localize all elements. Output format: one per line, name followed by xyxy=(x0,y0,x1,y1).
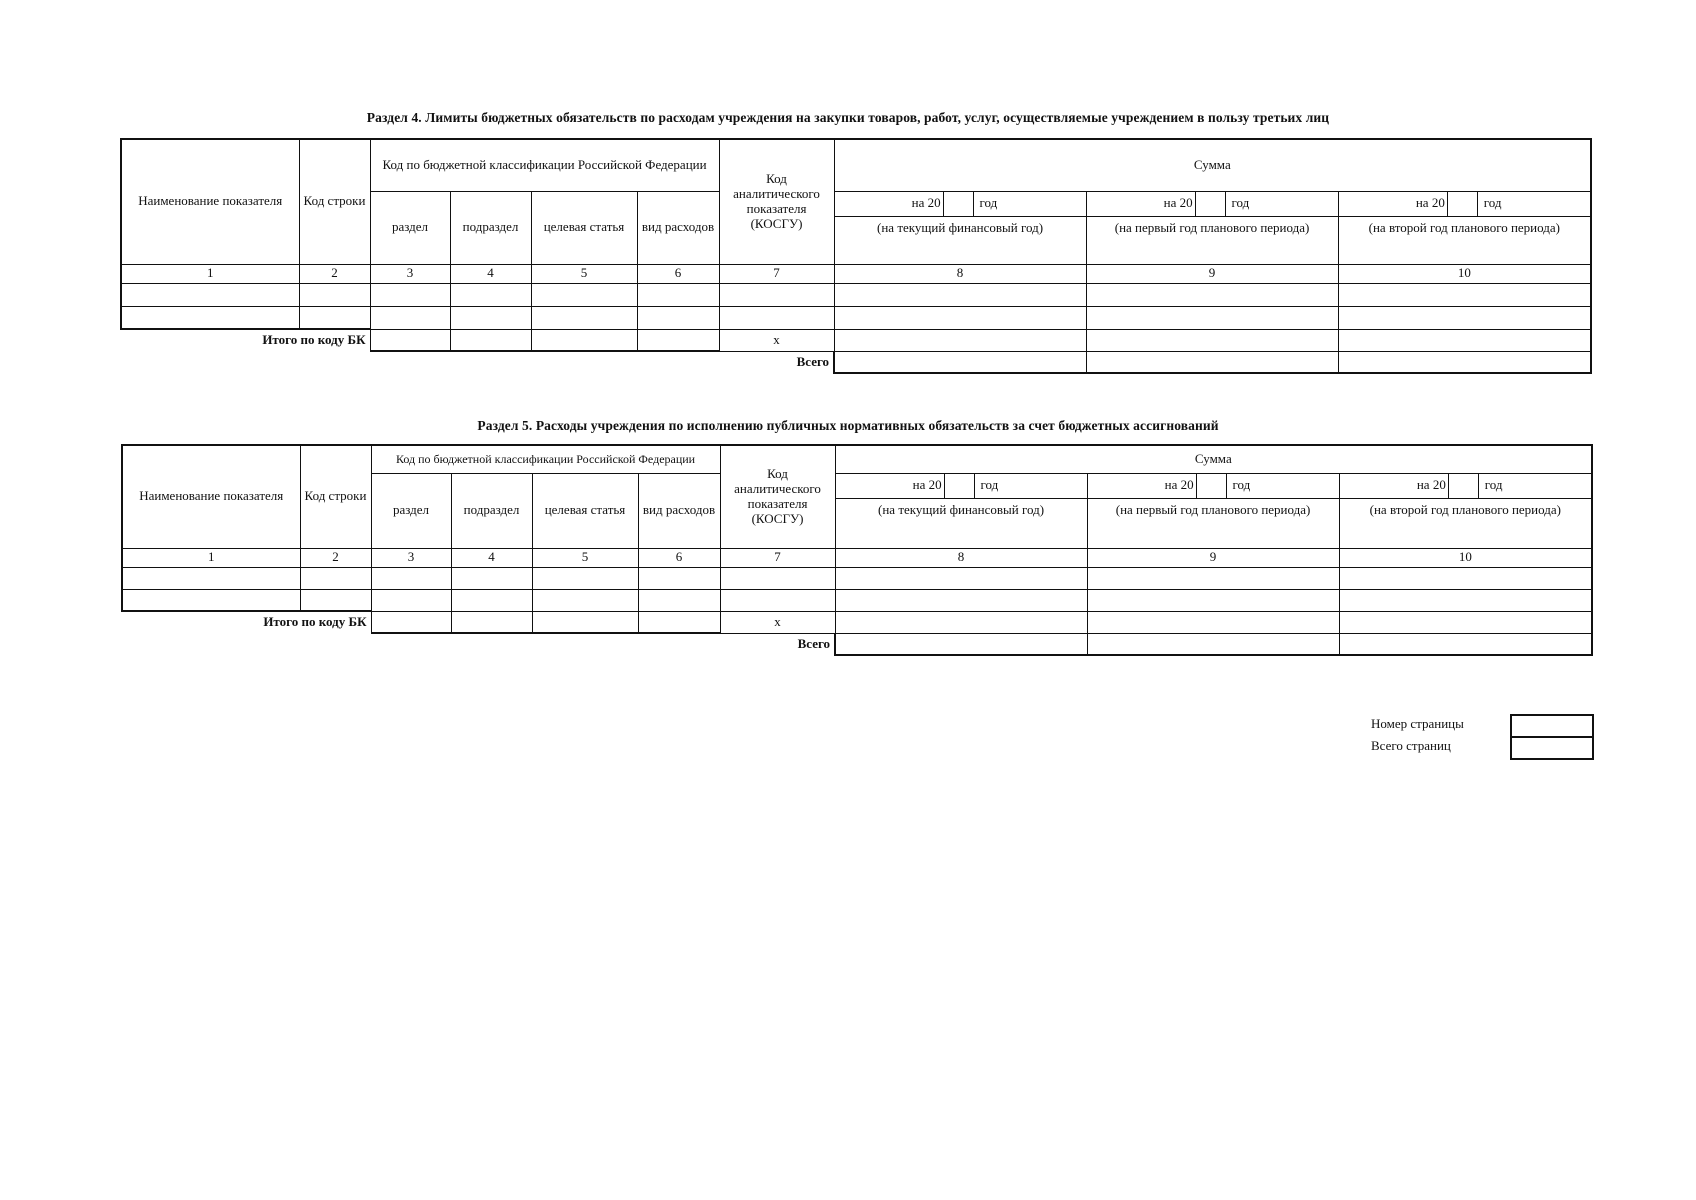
col-num: 3 xyxy=(370,264,450,283)
col-num: 3 xyxy=(371,548,451,567)
data-cell[interactable] xyxy=(1087,611,1339,633)
data-cell[interactable] xyxy=(122,567,300,589)
data-cell[interactable] xyxy=(1339,611,1592,633)
data-cell[interactable] xyxy=(637,329,719,351)
col-num: 1 xyxy=(121,264,299,283)
col-num: 10 xyxy=(1338,264,1591,283)
header-analytic: Код аналитического показателя (КОСГУ) xyxy=(719,139,834,264)
vsego-row xyxy=(122,633,1592,655)
col-num: 5 xyxy=(531,264,637,283)
data-cell[interactable] xyxy=(370,283,450,306)
header-name: Наименование показателя xyxy=(121,139,299,264)
data-cell[interactable] xyxy=(370,306,450,329)
data-cell[interactable] xyxy=(1087,633,1339,655)
header-razdel: раздел xyxy=(371,473,451,548)
page-number-label: Номер страницы xyxy=(1371,716,1464,731)
year-prefix: на 20 xyxy=(1415,195,1445,211)
data-cell[interactable] xyxy=(121,306,299,329)
col-num: 5 xyxy=(532,548,638,567)
table-row xyxy=(122,589,1592,611)
header-vid: вид расходов xyxy=(638,473,720,548)
x-mark: х xyxy=(720,611,835,633)
year-input[interactable] xyxy=(1447,192,1478,216)
data-cell[interactable] xyxy=(1339,633,1592,655)
itogo-label: Итого по коду БК xyxy=(263,614,367,630)
data-cell[interactable] xyxy=(637,283,719,306)
col-num: 6 xyxy=(638,548,720,567)
header-podrazdel: подраздел xyxy=(450,191,531,264)
year-suffix: год xyxy=(980,477,999,493)
col-num: 4 xyxy=(450,264,531,283)
vsego-row xyxy=(121,351,1591,373)
year-input[interactable] xyxy=(1196,474,1227,498)
itogo-label: Итого по коду БК xyxy=(262,332,366,348)
x-mark: х xyxy=(719,329,834,351)
col-num: 2 xyxy=(300,548,371,567)
col-num: 2 xyxy=(299,264,370,283)
col-num: 8 xyxy=(834,264,1086,283)
header-first-plan: (на первый год планового периода) xyxy=(1086,216,1338,264)
data-cell[interactable] xyxy=(834,283,1086,306)
table-row xyxy=(121,306,1591,329)
col-num: 9 xyxy=(1086,264,1338,283)
header-celevaya: целевая статья xyxy=(531,191,637,264)
data-cell[interactable] xyxy=(121,283,299,306)
data-cell[interactable] xyxy=(451,567,532,589)
data-cell[interactable] xyxy=(531,329,637,351)
column-numbers-row xyxy=(121,264,1591,283)
data-cell[interactable] xyxy=(1338,351,1591,373)
data-cell[interactable] xyxy=(451,589,532,611)
col-num: 6 xyxy=(637,264,719,283)
data-cell[interactable] xyxy=(835,611,1087,633)
data-cell[interactable] xyxy=(834,306,1086,329)
data-cell[interactable] xyxy=(1339,567,1592,589)
data-cell[interactable] xyxy=(638,589,720,611)
data-cell[interactable] xyxy=(720,567,835,589)
data-cell[interactable] xyxy=(1338,306,1591,329)
header-current-year: (на текущий финансовый год) xyxy=(835,498,1087,548)
data-cell[interactable] xyxy=(299,306,370,329)
section5-table xyxy=(121,444,1593,656)
data-cell[interactable] xyxy=(834,351,1086,373)
year-input[interactable] xyxy=(943,192,974,216)
page-number-box[interactable] xyxy=(1510,714,1594,738)
year-suffix: год xyxy=(1231,195,1250,211)
table-row xyxy=(121,283,1591,306)
data-cell[interactable] xyxy=(835,633,1087,655)
header-celevaya: целевая статья xyxy=(532,473,638,548)
data-cell[interactable] xyxy=(532,589,638,611)
header-analytic: Код аналитического показателя (КОСГУ) xyxy=(720,445,835,548)
total-pages-box[interactable] xyxy=(1510,736,1594,760)
data-cell[interactable] xyxy=(1338,283,1591,306)
column-numbers-row xyxy=(122,548,1592,567)
data-cell[interactable] xyxy=(450,306,531,329)
header-razdel: раздел xyxy=(370,191,450,264)
vsego-label: Всего xyxy=(796,353,830,369)
data-cell[interactable] xyxy=(720,589,835,611)
header-row-code: Код строки xyxy=(300,445,371,548)
data-cell[interactable] xyxy=(451,611,532,633)
year-cell-second xyxy=(1338,191,1591,216)
header-second-plan: (на второй год планового периода) xyxy=(1338,216,1591,264)
header-name: Наименование показателя xyxy=(122,445,300,548)
year-input[interactable] xyxy=(944,474,975,498)
data-cell[interactable] xyxy=(1338,329,1591,351)
section5-title: Раздел 5. Расходы учреждения по исполнению публичных нормативных обязательств за счет бюджетных ассигнований xyxy=(477,418,1219,433)
vsego-label: Всего xyxy=(797,635,831,651)
data-cell[interactable] xyxy=(371,611,451,633)
year-suffix: год xyxy=(979,195,998,211)
data-cell[interactable] xyxy=(1087,567,1339,589)
col-num: 1 xyxy=(122,548,300,567)
header-summa: Сумма xyxy=(835,445,1592,473)
header-row-code: Код строки xyxy=(299,139,370,264)
header-first-plan: (на первый год планового периода) xyxy=(1087,498,1339,548)
section4-table xyxy=(120,138,1592,374)
year-prefix: на 20 xyxy=(1416,477,1446,493)
data-cell[interactable] xyxy=(371,589,451,611)
data-cell[interactable] xyxy=(1087,589,1339,611)
col-num: 7 xyxy=(720,548,835,567)
data-cell[interactable] xyxy=(532,611,638,633)
year-cell-first xyxy=(1087,473,1339,498)
data-cell[interactable] xyxy=(532,567,638,589)
data-cell[interactable] xyxy=(1339,589,1592,611)
table-row xyxy=(122,567,1592,589)
data-cell[interactable] xyxy=(299,283,370,306)
header-bk-code: Код по бюджетной классификации Российской Федерации xyxy=(370,139,719,191)
col-num: 10 xyxy=(1339,548,1592,567)
year-cell-current xyxy=(835,473,1087,498)
data-cell[interactable] xyxy=(531,283,637,306)
year-suffix: год xyxy=(1484,477,1503,493)
data-cell[interactable] xyxy=(450,329,531,351)
year-input[interactable] xyxy=(1195,192,1226,216)
data-cell[interactable] xyxy=(1086,329,1338,351)
year-input[interactable] xyxy=(1448,474,1479,498)
year-prefix: на 20 xyxy=(911,195,941,211)
header-bk-code: Код по бюджетной классификации Российской Федерации xyxy=(371,445,720,473)
col-num: 4 xyxy=(451,548,532,567)
year-cell-current xyxy=(834,191,1086,216)
data-cell[interactable] xyxy=(1086,351,1338,373)
data-cell[interactable] xyxy=(835,567,1087,589)
data-cell[interactable] xyxy=(834,329,1086,351)
header-second-plan: (на второй год планового периода) xyxy=(1339,498,1592,548)
year-cell-second xyxy=(1339,473,1592,498)
data-cell[interactable] xyxy=(719,306,834,329)
header-vid: вид расходов xyxy=(637,191,719,264)
year-suffix: год xyxy=(1232,477,1251,493)
data-cell[interactable] xyxy=(122,589,300,611)
year-prefix: на 20 xyxy=(1164,477,1194,493)
data-cell[interactable] xyxy=(638,611,720,633)
data-cell[interactable] xyxy=(450,283,531,306)
data-cell[interactable] xyxy=(637,306,719,329)
col-num: 7 xyxy=(719,264,834,283)
col-num: 8 xyxy=(835,548,1087,567)
year-cell-first xyxy=(1086,191,1338,216)
section4-title: Раздел 4. Лимиты бюджетных обязательств по расходам учреждения на закупки товаров, работ, услуг, осуществляемые учреждением в пользу третьих лиц xyxy=(366,110,1330,125)
header-podrazdel: подраздел xyxy=(451,473,532,548)
data-cell[interactable] xyxy=(719,283,834,306)
data-cell[interactable] xyxy=(1086,306,1338,329)
data-cell[interactable] xyxy=(370,329,450,351)
year-suffix: год xyxy=(1483,195,1502,211)
itogo-row xyxy=(121,329,1591,351)
total-pages-label: Всего страниц xyxy=(1371,738,1451,753)
data-cell[interactable] xyxy=(371,567,451,589)
year-prefix: на 20 xyxy=(1163,195,1193,211)
data-cell[interactable] xyxy=(300,589,371,611)
data-cell[interactable] xyxy=(1086,283,1338,306)
col-num: 9 xyxy=(1087,548,1339,567)
data-cell[interactable] xyxy=(300,567,371,589)
header-summa: Сумма xyxy=(834,139,1591,191)
data-cell[interactable] xyxy=(531,306,637,329)
itogo-row xyxy=(122,611,1592,633)
header-current-year: (на текущий финансовый год) xyxy=(834,216,1086,264)
data-cell[interactable] xyxy=(835,589,1087,611)
year-prefix: на 20 xyxy=(912,477,942,493)
data-cell[interactable] xyxy=(638,567,720,589)
